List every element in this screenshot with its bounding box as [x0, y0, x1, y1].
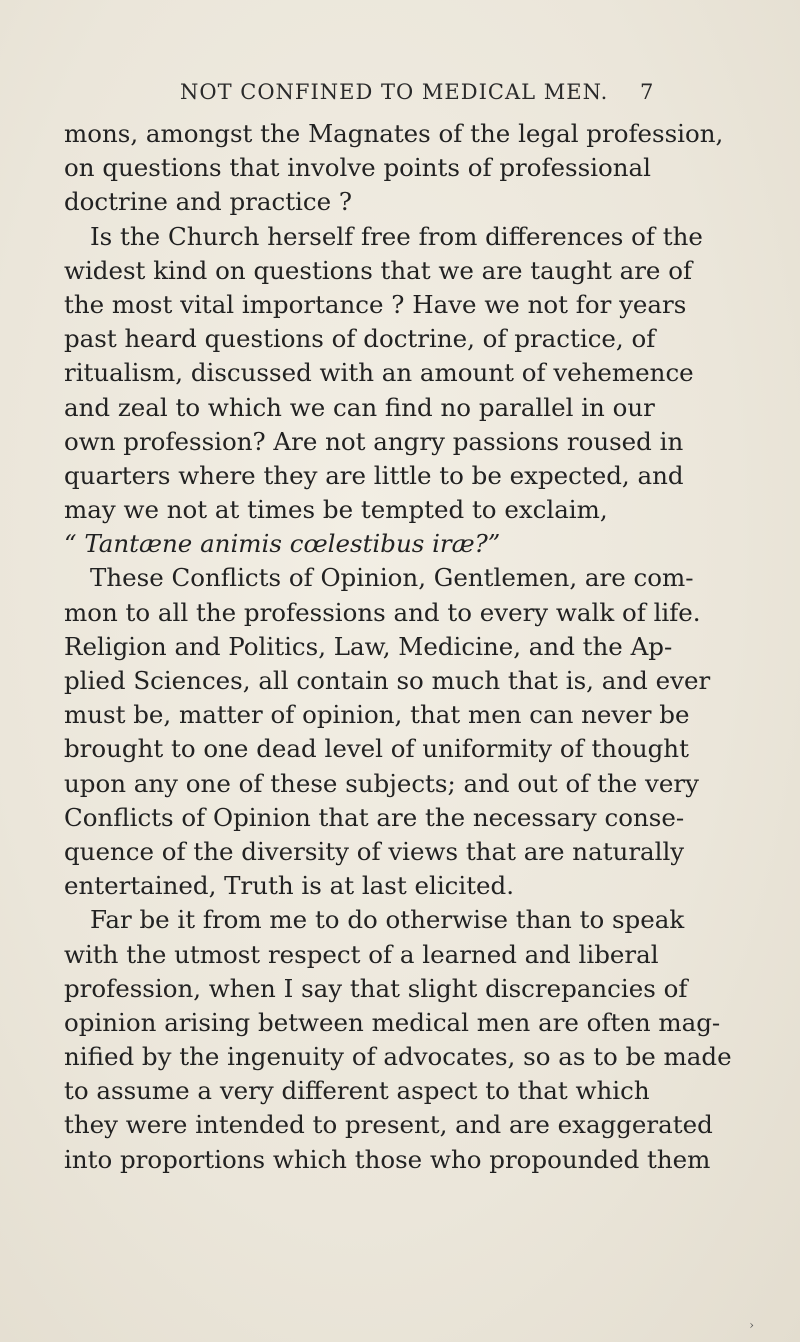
- text-line: into proportions which those who propounded them: [64, 1144, 711, 1174]
- running-header: [180, 80, 680, 104]
- text-line: entertained, Truth is at last elicited.: [64, 871, 515, 901]
- paragraph-start-line: These Conflicts of Opinion, Gentlemen, are com-: [90, 563, 694, 593]
- text-line: mons, amongst the Magnates of the legal profession,: [64, 119, 724, 148]
- text-line: upon any one of these subjects; and out of the very: [64, 768, 699, 798]
- text-line: they were intended to present, and are exaggerated: [64, 1110, 713, 1140]
- text-line: to assume a very different aspect to that which: [64, 1076, 650, 1106]
- text-line: Conflicts of Opinion that are the necessary conse-: [64, 802, 685, 832]
- text-line: the most vital importance ? Have we not for years: [64, 289, 687, 319]
- text-line: plied Sciences, all contain so much that is, and ever: [64, 666, 711, 695]
- text-line: quence of the diversity of views that are naturally: [64, 836, 685, 866]
- text-line: may we not at times be tempted to exclaim,: [64, 495, 608, 525]
- body-text: [64, 117, 732, 1177]
- latin-quotation-line: “ Tantæne animis cœlestibus iræ?”: [64, 529, 501, 559]
- text-line: with the utmost respect of a learned and liberal: [64, 939, 659, 969]
- text-line: mon to all the professions and to every walk of life.: [64, 597, 701, 627]
- text-line: past heard questions of doctrine, of practice, of: [64, 324, 656, 354]
- margin-mark: ›: [749, 1318, 754, 1332]
- page-number: 7: [640, 80, 655, 104]
- text-line: doctrine and practice ?: [64, 187, 353, 217]
- text-line: on questions that involve points of professional: [64, 153, 651, 183]
- paragraph-start-line: Is the Church herself free from differences of the: [90, 221, 703, 251]
- text-line: ritualism, discussed with an amount of vehemence: [64, 358, 694, 388]
- text-line: own profession? Are not angry passions roused in: [64, 426, 684, 456]
- text-line: opinion arising between medical men are often mag-: [64, 1007, 721, 1037]
- paragraph-start-line: Far be it from me to do otherwise than to speak: [90, 905, 685, 935]
- text-line: must be, matter of opinion, that men can never be: [64, 700, 690, 730]
- text-line: brought to one dead level of uniformity of thought: [64, 734, 689, 764]
- text-line: nified by the ingenuity of advocates, so as to be made: [64, 1042, 732, 1072]
- text-line: quarters where they are little to be expected, and: [64, 460, 684, 490]
- text-line: widest kind on questions that we are taught are of: [64, 255, 693, 285]
- text-line: Religion and Politics, Law, Medicine, and the Ap-: [64, 631, 673, 661]
- text-line: and zeal to which we can find no parallel in our: [64, 392, 655, 422]
- text-line: profession, when I say that slight discrepancies of: [64, 973, 688, 1003]
- running-title: NOT CONFINED TO MEDICAL MEN.: [180, 80, 609, 104]
